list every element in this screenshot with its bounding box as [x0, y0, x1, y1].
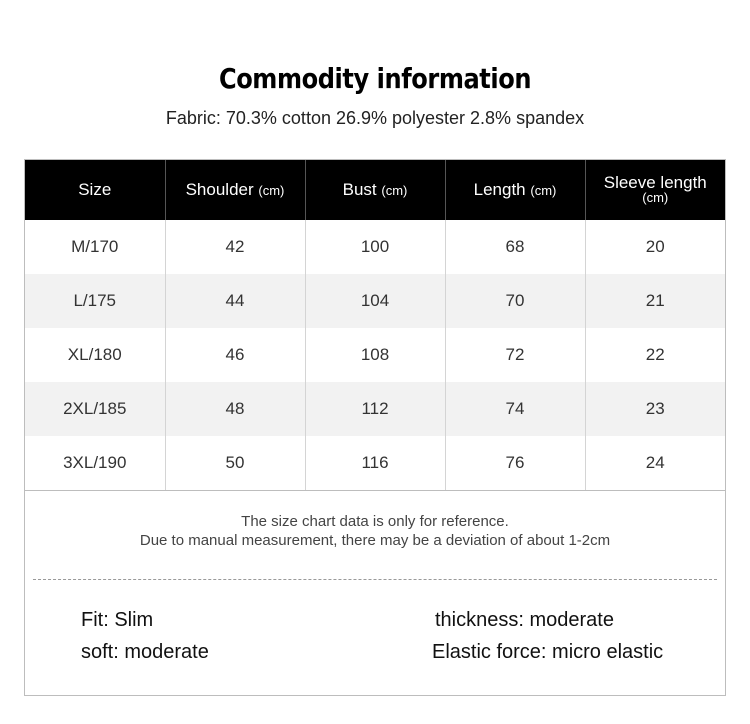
header-label: Bust [342, 180, 377, 199]
table-cell: XL/180 [67, 345, 122, 364]
table-header-row [25, 160, 725, 220]
table-cell: 50 [165, 436, 305, 491]
table-row [25, 328, 725, 382]
table-row [25, 436, 725, 491]
header-unit: (cm) [381, 183, 408, 198]
table-row [25, 382, 725, 436]
table-cell: 44 [165, 274, 305, 328]
reference-note: The size chart data is only for reference. [241, 513, 509, 530]
table-cell: 108 [305, 328, 445, 382]
table-cell: 21 [585, 274, 725, 328]
size-chart-table [24, 159, 726, 491]
table-cell: M/170 [71, 237, 119, 256]
header-size [25, 160, 165, 220]
table-cell: 76 [445, 436, 585, 491]
deviation-note: Due to manual measurement, there may be a deviation of about 1-2cm [139, 532, 611, 549]
table-row [25, 274, 725, 328]
table-cell: 20 [585, 220, 725, 274]
header-unit: (cm) [642, 190, 669, 205]
page-title: Commodity information [218, 62, 532, 95]
table-cell: 2XL/185 [25, 382, 165, 436]
header-shoulder [165, 160, 305, 220]
table-cell: 22 [585, 328, 725, 382]
table-cell: 74 [445, 382, 585, 436]
header-bust [305, 160, 445, 220]
thickness-attribute: thickness: moderate [435, 609, 614, 631]
fabric-composition: Fabric: 70.3% cotton 26.9% polyester 2.8% spandex [165, 108, 585, 128]
table-cell: 112 [305, 382, 445, 436]
table-cell: 104 [305, 274, 445, 328]
table-cell: 68 [445, 220, 585, 274]
notes-panel [24, 489, 726, 696]
softness-attribute: soft: moderate [81, 641, 209, 663]
table-cell: 48 [165, 382, 305, 436]
fit-attribute: Fit: Slim [81, 609, 154, 631]
table-cell: 116 [305, 436, 445, 491]
header-sleeve-length [585, 160, 725, 220]
table-cell: 23 [585, 382, 725, 436]
table-cell: 42 [165, 220, 305, 274]
header-label: Length [473, 180, 526, 199]
table-cell: L/175 [25, 274, 165, 328]
table-cell: 24 [585, 436, 725, 491]
table-row [25, 220, 725, 274]
table-cell: 46 [165, 328, 305, 382]
header-unit: (cm) [258, 183, 285, 198]
table-cell: 72 [445, 328, 585, 382]
header-label: Shoulder [185, 180, 254, 199]
table-cell: 100 [305, 220, 445, 274]
header-label: Sleeve length [603, 173, 707, 192]
table-cell: 70 [445, 274, 585, 328]
header-length [445, 160, 585, 220]
header-label: Size [78, 180, 112, 199]
table-cell: 3XL/190 [25, 436, 165, 491]
header-unit: (cm) [530, 183, 557, 198]
elasticity-attribute: Elastic force: micro elastic [432, 641, 664, 663]
dashed-divider [33, 579, 717, 580]
